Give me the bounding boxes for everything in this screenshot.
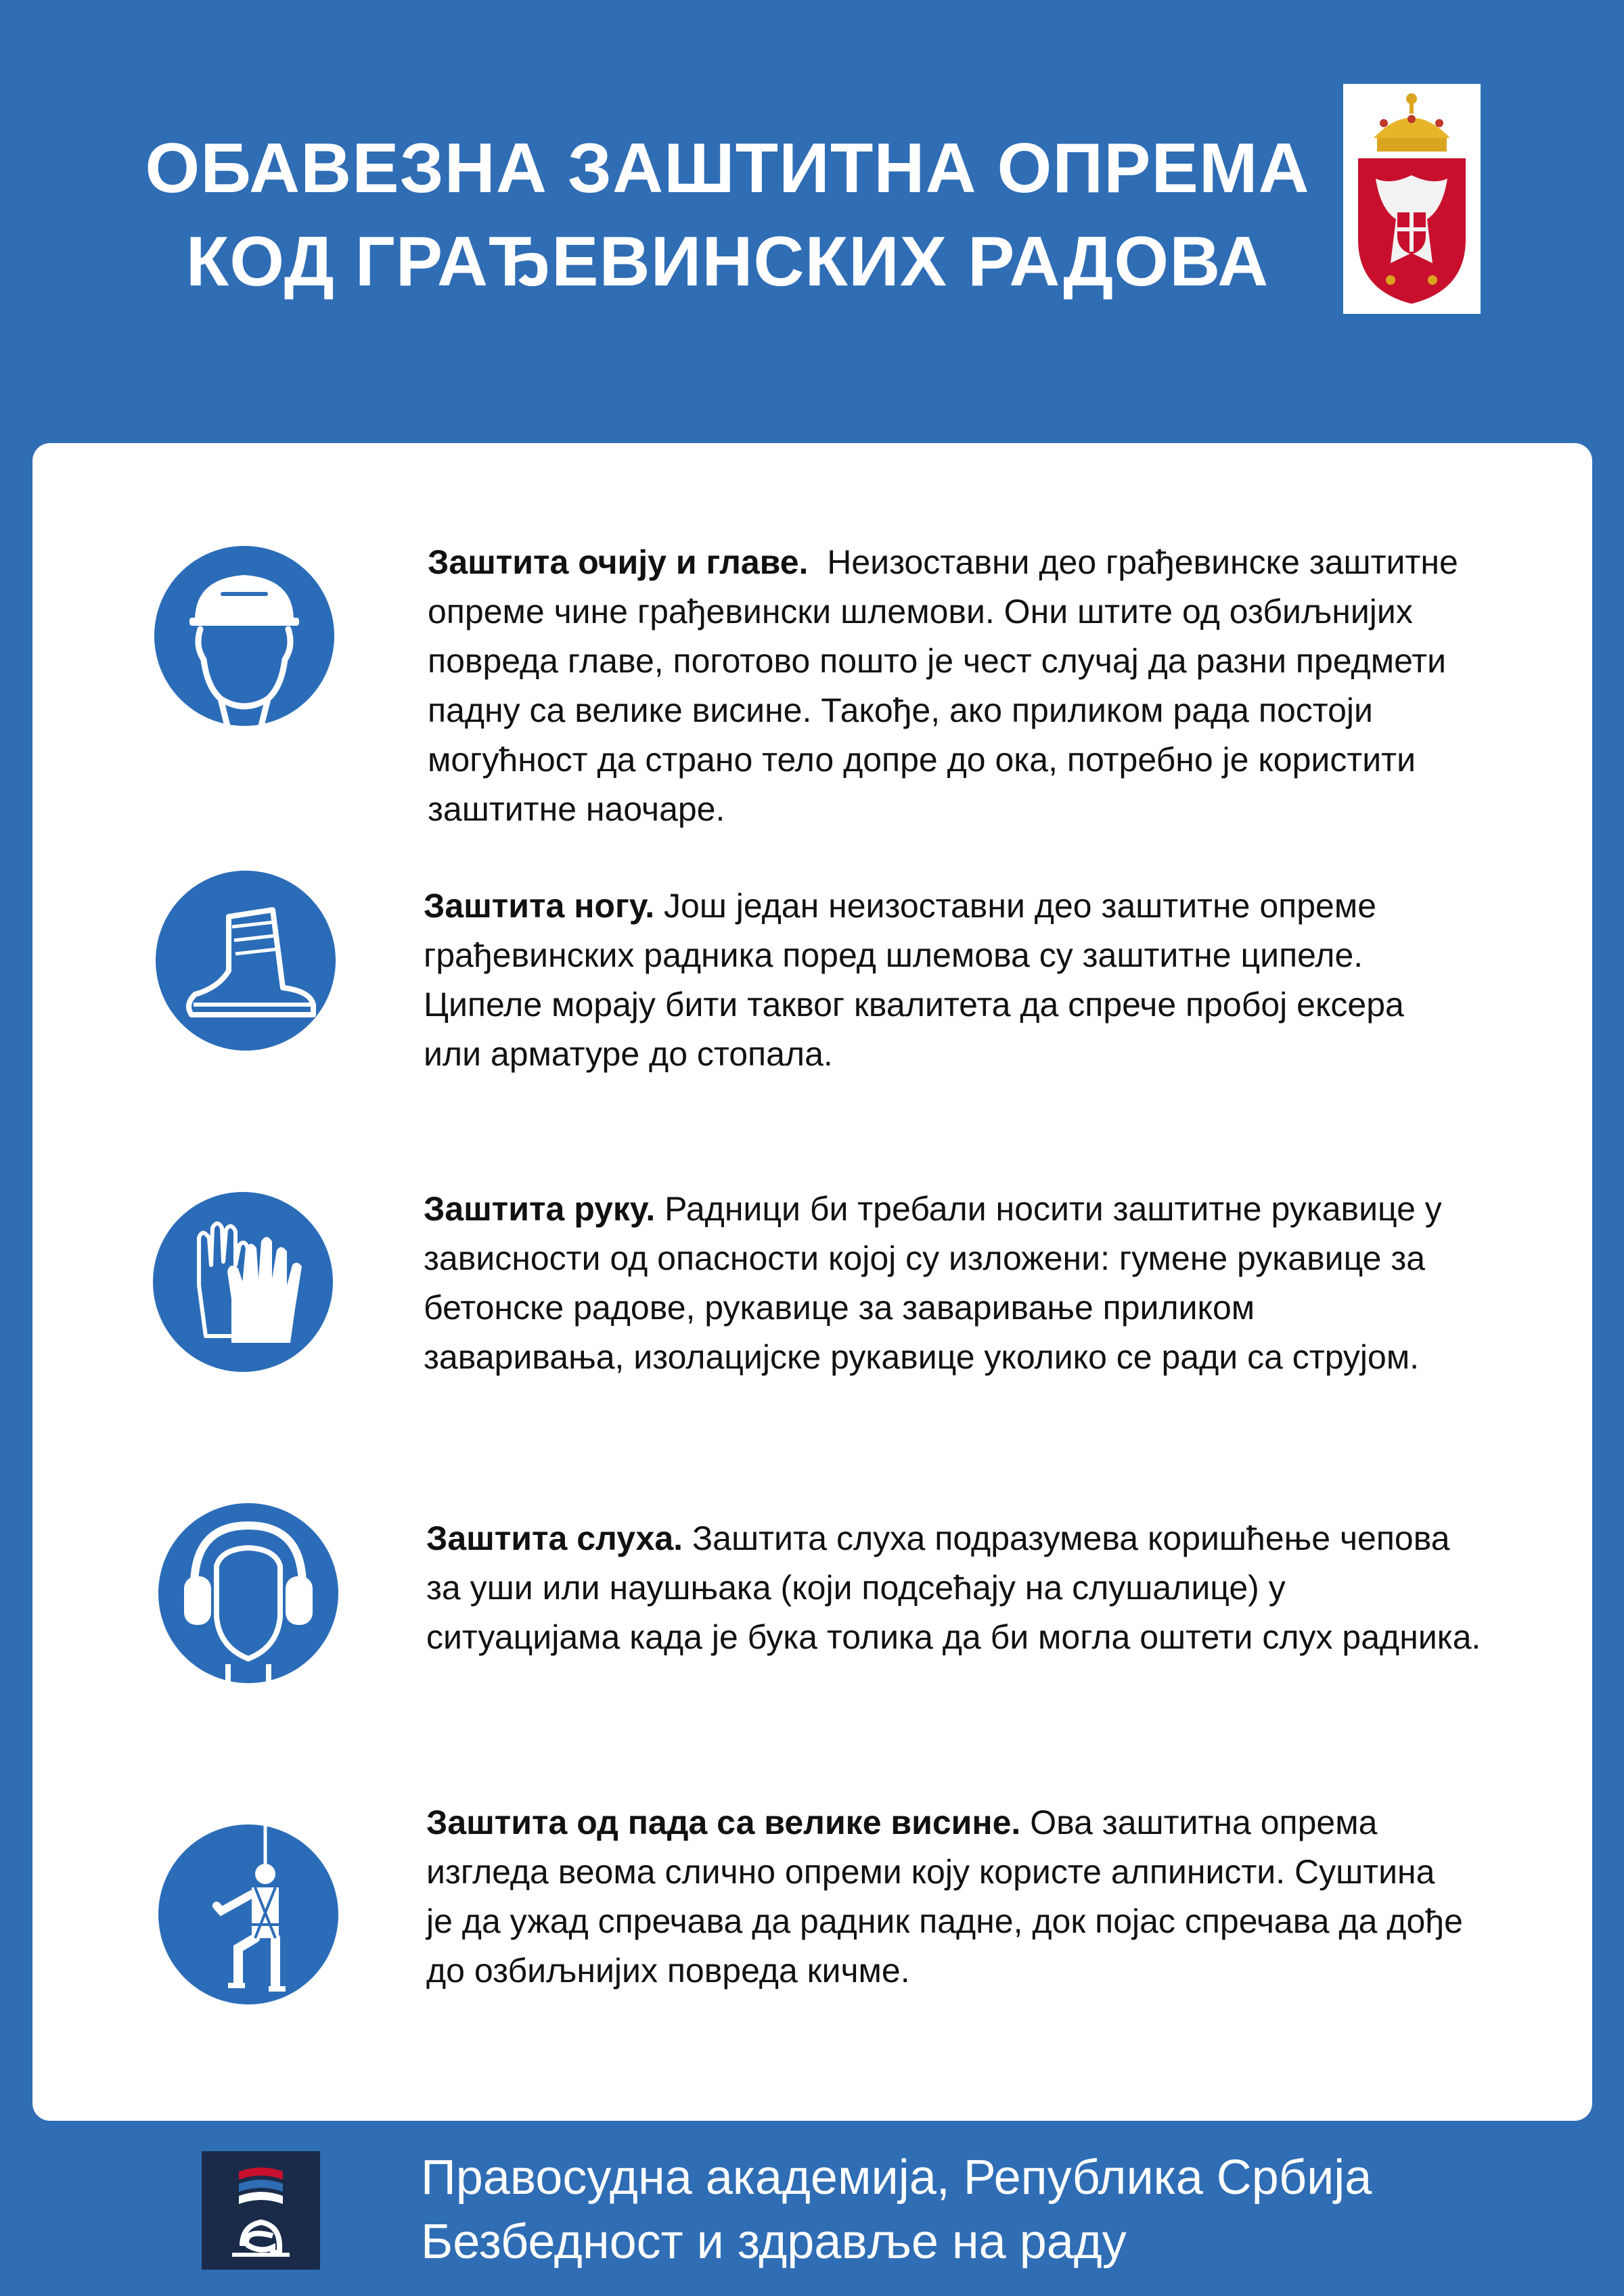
page-title <box>102 122 1353 308</box>
title-line-1: ОБАВЕЗНА ЗАШТИТНА ОПРЕМА <box>145 129 1310 208</box>
title-line-2: КОД ГРАЂЕВИНСКИХ РАДОВА <box>185 223 1269 301</box>
item-line: изгледа веома слично опреми коју користе алпинисти. Суштина <box>426 1853 1435 1891</box>
item-lead: Заштита очију и главе. <box>428 543 809 581</box>
item-line: заваривања, изолацијске рукавице уколико се ради са струјом. <box>424 1338 1420 1376</box>
item-line: грађевинских радника поред шлемова су заштитне ципеле. <box>424 936 1363 974</box>
ear-protection-icon <box>157 1502 340 1684</box>
footer-line-2: Безбедност и здравље на раду <box>421 2215 1127 2269</box>
safety-harness-icon <box>157 1823 340 2006</box>
item-text <box>428 538 1458 834</box>
item-text <box>424 881 1404 1079</box>
item-line: зависности од опасности којој су изложени: гумене рукавице за <box>424 1239 1426 1277</box>
item-line: Ципеле морају бити таквог квалитета да спрече пробој ексера <box>424 986 1404 1024</box>
item-lead: Заштита ногу. <box>424 887 655 925</box>
helmet-head-icon <box>153 545 336 727</box>
serbian-coat-of-arms-icon <box>1343 84 1481 314</box>
item-line: ситуацијама када је бука толика да би могла оштети слух радника. <box>426 1618 1481 1656</box>
item-text <box>426 1514 1481 1662</box>
footer-line-1: Правосудна академија, Република Србија <box>421 2151 1372 2205</box>
item-line: Радници би требали носити заштитне рукавице у <box>655 1190 1442 1228</box>
item-line: или арматуре до стопала. <box>424 1035 833 1073</box>
item-line: до озбиљнијих повреда кичме. <box>426 1952 910 1990</box>
item-lead: Заштита слуха. <box>426 1519 683 1557</box>
academy-logo-icon <box>202 2151 320 2270</box>
item-line: Неизоставни део грађевинске заштитне <box>808 543 1458 581</box>
item-line: бетонске радове, рукавице за заваривање приликом <box>424 1289 1255 1327</box>
item-lead: Заштита руку. <box>424 1190 656 1228</box>
item-text <box>426 1798 1463 1996</box>
item-line: опреме чине грађевински шлемови. Они штите од озбиљнијих <box>428 593 1413 630</box>
footer-text <box>421 2146 1372 2274</box>
item-line: повреда главе, поготово пошто је чест случај да разни предмети <box>428 642 1447 680</box>
item-lead: Заштита од пада са велике висине. <box>426 1804 1021 1841</box>
item-line: Ова заштитна опрема <box>1020 1804 1378 1841</box>
gloves-icon <box>152 1191 334 1373</box>
item-line: падну са велике висине. Такође, ако приликом рада постоји <box>428 691 1373 729</box>
content-panel <box>32 443 1592 2121</box>
item-text <box>424 1185 1442 1382</box>
item-line: заштитне наочаре. <box>428 790 725 828</box>
item-line: за уши или наушњака (који подсећају на слушалице) у <box>426 1569 1286 1607</box>
item-line: Још један неизоставни део заштитне опреме <box>654 887 1377 925</box>
item-line: је да ужад спречава да радник падне, док појас спречава да дође <box>426 1902 1463 1940</box>
item-line: Заштита слуха подразумева коришћење чепова <box>683 1519 1450 1557</box>
item-line: могућност да страно тело допре до ока, потребно је користити <box>428 741 1416 779</box>
safety-boot-icon <box>154 869 337 1052</box>
